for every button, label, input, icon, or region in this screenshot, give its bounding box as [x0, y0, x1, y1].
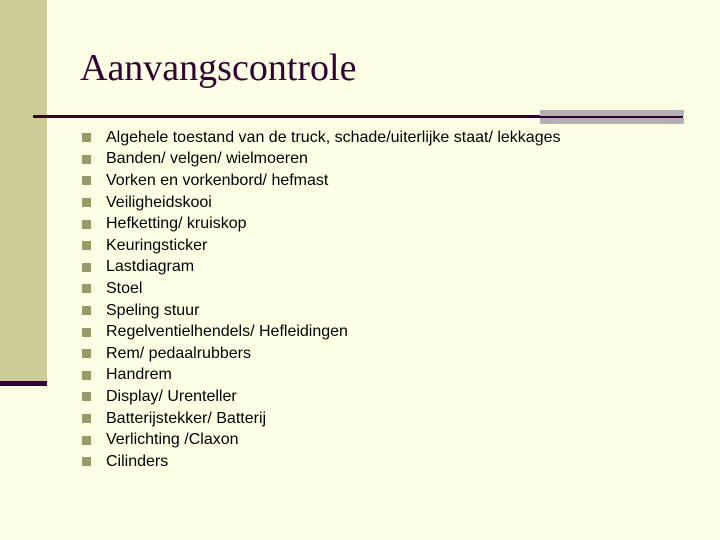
- bullet-item: [82, 213, 561, 235]
- bullet-text: Stoel: [106, 279, 143, 297]
- square-bullet-icon: [82, 306, 91, 315]
- bullet-text: Speling stuur: [106, 301, 200, 319]
- bullet-text: Display/ Urenteller: [106, 387, 237, 405]
- square-bullet-icon: [82, 349, 91, 358]
- bullet-item: [82, 257, 561, 279]
- bullet-item: [82, 343, 561, 365]
- bullet-item: [82, 321, 561, 343]
- left-decor-band: [0, 0, 47, 386]
- square-bullet-icon: [82, 241, 91, 250]
- bullet-text: Banden/ velgen/ wielmoeren: [106, 150, 308, 168]
- bullet-item: [82, 149, 561, 171]
- bullet-text: Cilinders: [106, 452, 169, 470]
- bullet-text: Algehele toestand van de truck, schade/uiterlijke staat/ lekkages: [106, 128, 561, 146]
- square-bullet-icon: [82, 414, 91, 423]
- bullet-text: Rem/ pedaalrubbers: [106, 344, 251, 362]
- bullet-text: Handrem: [106, 366, 172, 384]
- square-bullet-icon: [82, 371, 91, 380]
- bullet-item: [82, 386, 561, 408]
- bullet-text: Keuringsticker: [106, 236, 208, 254]
- bullet-text: Regelventielhendels/ Hefleidingen: [106, 323, 348, 341]
- square-bullet-icon: [82, 133, 91, 142]
- square-bullet-icon: [82, 176, 91, 185]
- bullet-item: [82, 170, 561, 192]
- bullet-text: Verlichting /Claxon: [106, 431, 239, 449]
- bullet-item: [82, 429, 561, 451]
- square-bullet-icon: [82, 263, 91, 272]
- square-bullet-icon: [82, 392, 91, 401]
- square-bullet-icon: [82, 328, 91, 337]
- bullet-item: [82, 451, 561, 473]
- bullet-text: Veiligheidskooi: [106, 193, 212, 211]
- square-bullet-icon: [82, 457, 91, 466]
- bullet-text: Lastdiagram: [106, 258, 195, 276]
- square-bullet-icon: [82, 284, 91, 293]
- bullet-text: Batterijstekker/ Batterij: [106, 409, 267, 427]
- title-underline-accent: [540, 110, 684, 116]
- square-bullet-icon: [82, 220, 91, 229]
- square-bullet-icon: [82, 436, 91, 445]
- bullet-item: [82, 365, 561, 387]
- square-bullet-icon: [82, 155, 91, 164]
- bullet-item: [82, 192, 561, 214]
- square-bullet-icon: [82, 198, 91, 207]
- left-decor-band-line: [0, 381, 47, 386]
- bullet-list: [82, 127, 561, 473]
- bullet-item: [82, 300, 561, 322]
- bullet-item: [82, 235, 561, 257]
- bullet-item: [82, 127, 561, 149]
- bullet-item: [82, 408, 561, 430]
- slide-title: Aanvangscontrole: [80, 47, 357, 89]
- title-underline-accent-lower: [540, 118, 684, 124]
- bullet-item: [82, 278, 561, 300]
- bullet-text: Hefketting/ kruiskop: [106, 215, 247, 233]
- bullet-text: Vorken en vorkenbord/ hefmast: [106, 171, 329, 189]
